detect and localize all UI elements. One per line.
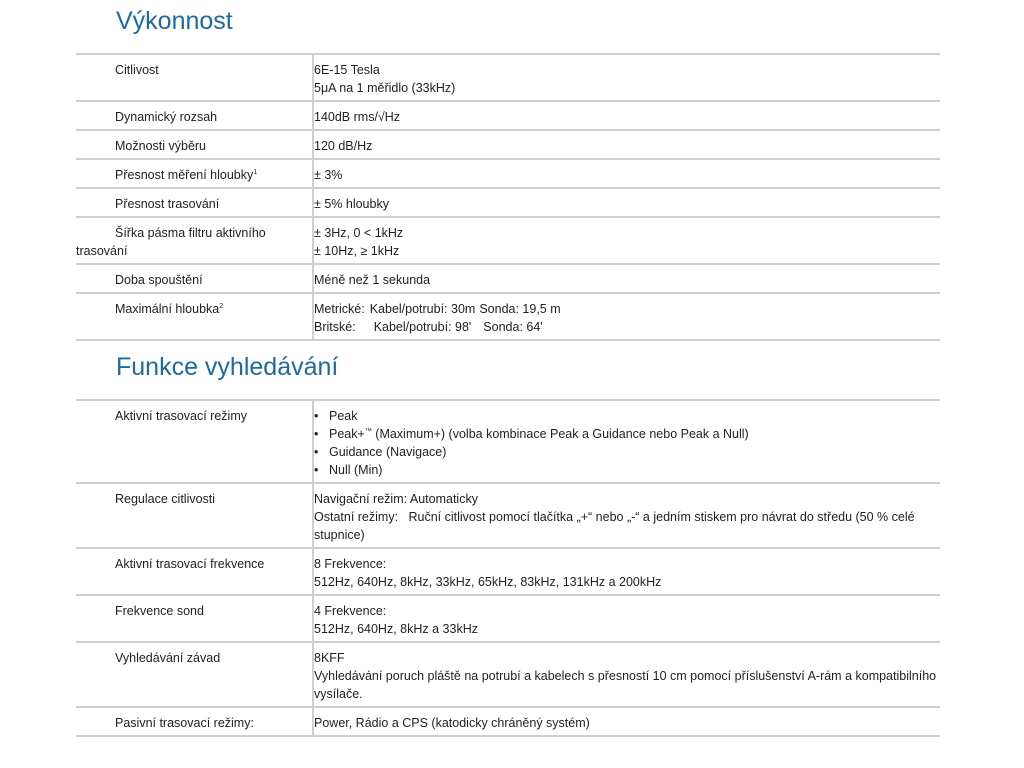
section-title-search: Funkce vyhledávání [116,353,339,381]
row-value: 5μA na 1 měřidlo (33kHz) [314,81,456,95]
row-label: Aktivní trasovací režimy [115,409,247,423]
row-label: Vyhledávání závad [115,651,221,665]
row-label: Přesnost měření hloubky [115,168,254,182]
list-item: • Peak+™ (Maximum+) (volba kombinace Peak a Guidance nebo Peak a Null) [314,425,940,443]
tracing-modes-list [314,407,940,479]
list-item: • Guidance (Navigace) [314,443,940,461]
row-label: Citlivost [115,63,159,77]
row-label: Regulace citlivosti [115,492,216,506]
table-row [76,707,940,736]
table-row [76,130,940,159]
row-value: Vyhledávání poruch pláště na potrubí a kabelech s přesností 10 cm pomocí příslušenství A-rám a kompatibilního vysílače. [314,669,937,701]
table-row [76,400,940,483]
row-label: Možnosti výběru [115,139,207,153]
row-label: Pasivní trasovací režimy: [115,716,254,730]
row-value: Navigační režim: Automaticky [314,492,478,506]
row-value: 8KFF [314,651,345,665]
row-value: 120 dB/Hz [314,139,373,153]
row-value: ± 10Hz, ≥ 1kHz [314,244,400,258]
section-title-performance: Výkonnost [116,7,233,35]
performance-table [76,53,940,341]
max-depth-metric: Metrické: Kabel/potrubí: 30m Sonda: 19,5 m [314,302,561,316]
row-value: 6E-15 Tesla [314,63,380,77]
row-value: 512Hz, 640Hz, 8kHz a 33kHz [314,622,478,636]
row-value: ± 5% hloubky [314,197,389,211]
list-item: • Null (Min) [314,461,940,479]
table-row [76,264,940,293]
row-label: Maximální hloubka [115,302,220,316]
table-row [76,293,940,340]
list-item: • Peak [314,407,940,425]
table-row [76,483,940,548]
trademark-mark: ™ [364,428,372,435]
row-label: Přesnost trasování [115,197,220,211]
row-value: 4 Frekvence: [314,604,387,618]
row-label: Dynamický rozsah [115,110,218,124]
row-value: 8 Frekvence: [314,557,387,571]
row-value: Ostatní režimy: Ruční citlivost pomocí tlačítka „+“ nebo „-“ a jedním stiskem pro návrat do středu (50 % celé stupnice) [314,510,919,542]
row-value: 140dB rms/√Hz [314,110,401,124]
max-depth-imperial: Britské: Kabel/potrubí: 98' Sonda: 64' [314,320,543,334]
row-label: Aktivní trasovací frekvence [115,557,265,571]
row-value: Power, Rádio a CPS (katodicky chráněný systém) [314,716,590,730]
row-label: Doba spouštění [115,273,203,287]
row-label: Šířka pásma filtru aktivního trasování [76,226,266,258]
row-value: Méně než 1 sekunda [314,273,431,287]
table-row [76,54,940,101]
table-row [76,217,940,264]
table-row [76,548,940,595]
table-row [76,159,940,188]
table-row [76,595,940,642]
footnote-marker: 1 [253,169,258,176]
row-value: 512Hz, 640Hz, 8kHz, 33kHz, 65kHz, 83kHz, 131kHz a 200kHz [314,575,662,589]
row-value: ± 3Hz, 0 < 1kHz [314,226,404,240]
row-label: Frekvence sond [115,604,204,618]
table-row [76,101,940,130]
footnote-marker: 2 [219,303,224,310]
table-row [76,642,940,707]
table-row [76,188,940,217]
row-value: ± 3% [314,168,343,182]
search-features-table [76,399,940,737]
